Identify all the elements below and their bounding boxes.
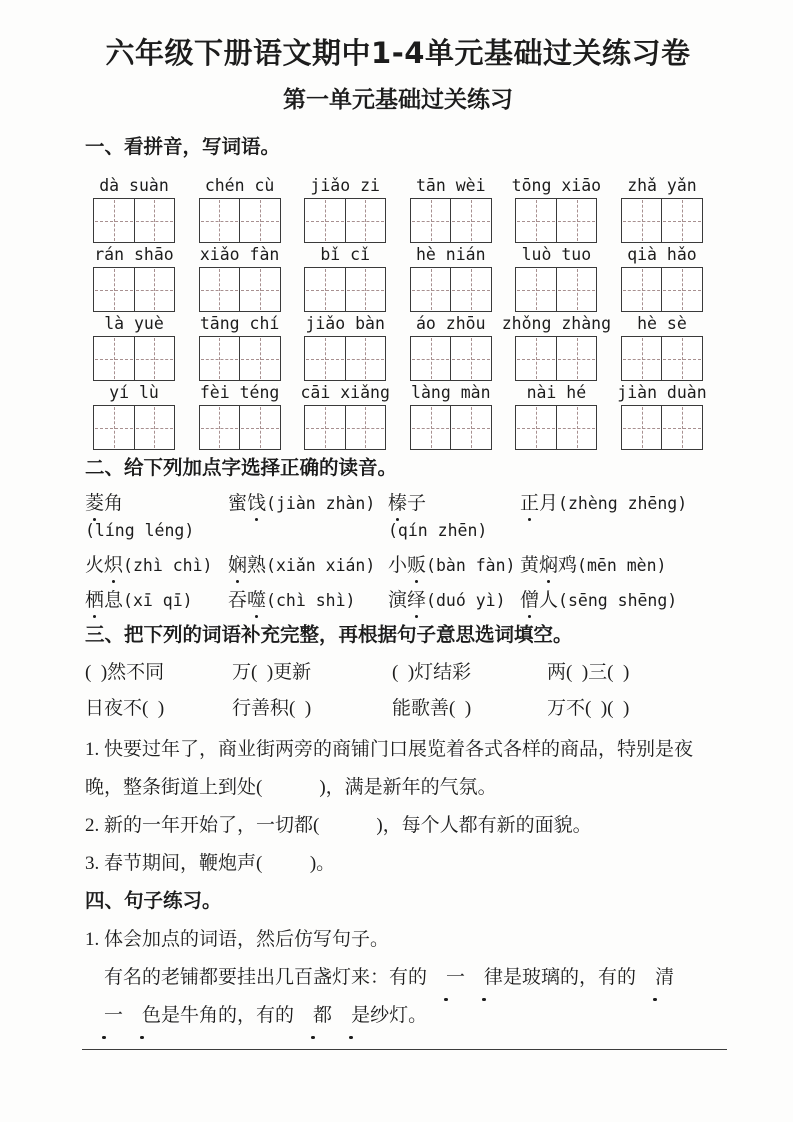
grid-cell	[622, 406, 662, 449]
reading-line	[85, 552, 711, 579]
grid-cell	[661, 337, 702, 380]
char: 清	[636, 959, 674, 997]
pinyin-options: (duó yì)	[426, 591, 506, 610]
pinyin-word-item	[501, 312, 612, 381]
char: 正	[520, 490, 539, 517]
pinyin-word-item	[191, 243, 289, 312]
pinyin-label: tōng xiāo	[511, 176, 602, 195]
dotted-word	[228, 493, 266, 514]
grid-cell	[661, 199, 702, 242]
char: 蜜	[228, 493, 248, 514]
reading-item	[85, 552, 228, 579]
writing-grid	[93, 198, 175, 243]
char: 炽	[104, 552, 123, 579]
writing-grid	[93, 405, 175, 450]
idiom-item: ( )灯结彩	[392, 662, 472, 683]
grid-cell	[94, 337, 134, 380]
char: 息	[104, 590, 124, 611]
grid-cell	[622, 199, 662, 242]
char: 小	[388, 555, 408, 576]
pinyin-options: (sēng shēng)	[558, 591, 678, 610]
page-title: 六年级下册语文期中1-4单元基础过关练习卷	[105, 36, 691, 70]
pinyin-word-item	[191, 174, 289, 243]
char: 吞	[228, 590, 248, 611]
writing-grid	[515, 405, 597, 450]
grid-cell	[661, 406, 702, 449]
grid-cell	[239, 268, 280, 311]
reading-item	[388, 552, 520, 579]
pinyin-word-item	[613, 243, 711, 312]
pinyin-label: luò tuo	[521, 245, 592, 264]
idiom-item: 能歌善( )	[392, 698, 472, 719]
sentence: 2. 新的一年开始了，一切都( )，每个人都有新的面貌。	[85, 815, 592, 836]
fill-in-sentences	[85, 731, 711, 883]
pinyin-label: jiàn duàn	[617, 383, 707, 402]
grid-cell	[305, 406, 345, 449]
char: 一	[427, 959, 465, 997]
sentence: 1. 快要过年了，商业街两旁的商铺门口展览着各式各样的商品，特别是夜晚，整条街道上到处( )，满是新年的气氛。	[85, 739, 694, 798]
grid-cell	[450, 406, 491, 449]
char: 焖	[539, 552, 558, 579]
pinyin-label: zhǒng zhàng	[501, 314, 612, 333]
pinyin-label: tāng chí	[199, 314, 280, 333]
section-4-item-1: 1. 体会加点的词语，然后仿写句子。	[85, 929, 390, 950]
pinyin-row	[85, 174, 711, 243]
dotted-word	[85, 555, 123, 576]
writing-grid	[304, 405, 386, 450]
grid-cell	[134, 337, 175, 380]
char: 都	[294, 997, 332, 1035]
writing-grid	[410, 336, 492, 381]
idiom-item: ( )然不同	[85, 662, 165, 683]
dotted-word	[85, 493, 123, 514]
grid-cell	[516, 268, 556, 311]
pinyin-label: yí lù	[109, 383, 159, 402]
grid-cell	[94, 406, 134, 449]
grid-cell	[345, 268, 386, 311]
grid-cell	[345, 406, 386, 449]
dotted-word	[388, 555, 426, 576]
char: 火	[85, 555, 105, 576]
pinyin-label: xiǎo fàn	[199, 245, 280, 264]
reading-item	[228, 587, 388, 614]
char: 黄	[520, 555, 540, 576]
writing-grid	[410, 198, 492, 243]
pinyin-options: (jiàn zhàn)	[266, 494, 376, 513]
pinyin-options: (zhèng zhēng)	[558, 494, 688, 513]
grid-cell	[134, 268, 175, 311]
writing-grid	[93, 336, 175, 381]
grid-cell	[411, 406, 451, 449]
reading-item	[520, 587, 711, 614]
idiom-item: 日夜不( )	[85, 698, 165, 719]
grid-cell	[516, 406, 556, 449]
dotted-word	[85, 590, 123, 611]
writing-grid	[410, 405, 492, 450]
pinyin-label: jiǎo zi	[310, 176, 380, 195]
grid-cell	[516, 337, 556, 380]
example-sentence: 有名的老铺都要挂出几百盏灯来：有的 一 律是玻璃的，有的 清一 色是牛角的，有的 都 是纱灯。	[85, 959, 711, 1035]
section-4-heading: 四、句子练习。	[85, 891, 222, 912]
pinyin-word-item	[191, 312, 289, 381]
pinyin-label: dà suàn	[99, 176, 169, 195]
grid-cell	[200, 337, 240, 380]
grid-cell	[556, 199, 597, 242]
char: 演	[388, 590, 408, 611]
reading-item	[85, 587, 228, 614]
grid-cell	[450, 337, 491, 380]
grid-cell	[450, 268, 491, 311]
pinyin-word-item	[85, 243, 183, 312]
section-1-heading: 一、看拼音，写词语。	[85, 137, 281, 158]
pinyin-options: (zhì chì)	[123, 556, 213, 575]
reading-item	[520, 552, 711, 579]
char: 贩	[407, 552, 426, 579]
char: 娴	[228, 552, 247, 579]
grid-cell	[411, 268, 451, 311]
pinyin-word-item	[613, 381, 711, 450]
char: 色	[123, 997, 161, 1035]
pinyin-options: (xiǎn xián)	[266, 556, 376, 575]
grid-cell	[305, 337, 345, 380]
pinyin-word-item	[402, 381, 500, 450]
writing-grid	[621, 267, 703, 312]
pinyin-options: (xī qī)	[123, 591, 193, 610]
char: 子	[407, 493, 427, 514]
pinyin-row	[85, 312, 711, 381]
grid-cell	[200, 268, 240, 311]
idiom-item: 两( )三( )	[547, 662, 630, 683]
grid-cell	[622, 337, 662, 380]
grid-cell	[239, 337, 280, 380]
pinyin-options: (chì shì)	[266, 591, 356, 610]
grid-cell	[200, 406, 240, 449]
divider-line	[82, 1049, 727, 1050]
pinyin-word-item	[402, 243, 500, 312]
grid-cell	[239, 406, 280, 449]
char: 栖	[85, 587, 104, 614]
pinyin-label: qià hǎo	[627, 245, 697, 264]
reading-item	[228, 490, 388, 544]
reading-item	[85, 490, 228, 544]
grid-cell	[345, 337, 386, 380]
grid-cell	[134, 199, 175, 242]
grid-cell	[134, 406, 175, 449]
grid-cell	[94, 199, 134, 242]
grid-cell	[556, 268, 597, 311]
writing-grid	[304, 267, 386, 312]
writing-grid	[621, 336, 703, 381]
pinyin-word-item	[85, 174, 183, 243]
pinyin-word-item	[191, 381, 289, 450]
pinyin-row	[85, 381, 711, 450]
reading-item	[520, 490, 711, 544]
writing-grid	[199, 267, 281, 312]
char: 绎	[407, 587, 426, 614]
grid-cell	[661, 268, 702, 311]
pinyin-word-item	[613, 312, 711, 381]
writing-grid	[621, 405, 703, 450]
pinyin-word-item	[507, 174, 605, 243]
grid-cell	[239, 199, 280, 242]
pinyin-label: cāi xiǎng	[300, 383, 390, 402]
pinyin-label: chén cù	[204, 176, 275, 195]
grid-cell	[411, 337, 451, 380]
writing-grid	[515, 336, 597, 381]
writing-grid	[621, 198, 703, 243]
pinyin-label: hè nián	[416, 245, 486, 264]
pinyin-options: (líng léng)	[85, 521, 195, 540]
reading-item	[388, 490, 520, 544]
section-3-heading: 三、把下列的词语补充完整，再根据句子意思选词填空。	[85, 625, 573, 646]
pinyin-options: (qín zhēn)	[388, 521, 488, 540]
pinyin-word-item	[296, 243, 394, 312]
writing-grid	[515, 267, 597, 312]
dotted-word	[228, 590, 266, 611]
grid-cell	[450, 199, 491, 242]
dotted-word	[520, 555, 577, 576]
grid-cell	[556, 337, 597, 380]
page-subtitle: 第一单元基础过关练习	[283, 87, 513, 113]
pinyin-label: rán shāo	[94, 245, 174, 264]
dotted-word	[520, 493, 558, 514]
grid-cell	[200, 199, 240, 242]
pinyin-label: làng màn	[411, 383, 491, 402]
grid-cell	[305, 199, 345, 242]
writing-grid	[304, 336, 386, 381]
idiom-row	[85, 695, 711, 722]
char: 角	[104, 493, 124, 514]
idiom-row	[85, 659, 711, 686]
pinyin-word-item	[402, 312, 500, 381]
dotted-word	[228, 555, 266, 576]
char: 饯	[247, 490, 266, 517]
pinyin-label: tān wèi	[416, 176, 486, 195]
pinyin-word-item	[613, 174, 711, 243]
char: 菱	[85, 490, 104, 517]
pinyin-label: bǐ cǐ	[320, 245, 371, 264]
pinyin-label: hè sè	[637, 314, 687, 333]
char: 是	[332, 997, 370, 1035]
writing-grid	[304, 198, 386, 243]
grid-cell	[516, 199, 556, 242]
writing-grid	[199, 405, 281, 450]
pinyin-label: zhǎ yǎn	[627, 176, 697, 195]
pinyin-row	[85, 243, 711, 312]
idiom-item: 万( )更新	[232, 662, 312, 683]
grid-cell	[94, 268, 134, 311]
char: 律	[465, 959, 503, 997]
char: 榛	[388, 490, 407, 517]
dotted-word	[388, 493, 426, 514]
pinyin-word-item	[507, 243, 605, 312]
pinyin-word-item	[296, 381, 394, 450]
char: 人	[539, 590, 559, 611]
grid-cell	[622, 268, 662, 311]
writing-grid	[199, 198, 281, 243]
pinyin-grid-rows	[85, 174, 711, 450]
writing-grid	[515, 198, 597, 243]
pinyin-label: áo zhōu	[416, 314, 486, 333]
pinyin-label: fèi téng	[199, 383, 280, 402]
pinyin-word-item	[85, 312, 183, 381]
grid-cell	[556, 406, 597, 449]
char: 熟	[247, 555, 267, 576]
pinyin-options: (mēn mèn)	[577, 556, 667, 575]
writing-grid	[410, 267, 492, 312]
reading-item	[228, 552, 388, 579]
idiom-item: 万不( )( )	[547, 698, 630, 719]
reading-line	[85, 490, 711, 544]
grid-cell	[345, 199, 386, 242]
pinyin-word-item	[402, 174, 500, 243]
section-2-heading: 二、给下列加点字选择正确的读音。	[85, 458, 398, 479]
idiom-fill-rows	[85, 659, 711, 722]
sentence: 3. 春节期间，鞭炮声( )。	[85, 853, 336, 874]
pinyin-label: nài hé	[526, 383, 587, 402]
dotted-word	[388, 590, 426, 611]
char: 一	[85, 997, 123, 1035]
writing-grid	[199, 336, 281, 381]
pinyin-word-item	[85, 381, 183, 450]
reading-item	[388, 587, 520, 614]
writing-grid	[93, 267, 175, 312]
char: 噬	[247, 587, 266, 614]
pinyin-label: là yuè	[104, 314, 164, 333]
pinyin-word-item	[296, 312, 394, 381]
pinyin-word-item	[507, 381, 605, 450]
idiom-item: 行善积( )	[232, 698, 312, 719]
pinyin-word-item	[296, 174, 394, 243]
char: 月	[539, 493, 559, 514]
grid-cell	[305, 268, 345, 311]
char: 鸡	[558, 555, 578, 576]
reading-choice-lines	[85, 490, 711, 614]
grid-cell	[411, 199, 451, 242]
pinyin-label: jiǎo bàn	[305, 314, 385, 333]
reading-line	[85, 587, 711, 614]
char: 僧	[520, 587, 539, 614]
pinyin-options: (bàn fàn)	[426, 556, 516, 575]
dotted-word	[520, 590, 558, 611]
